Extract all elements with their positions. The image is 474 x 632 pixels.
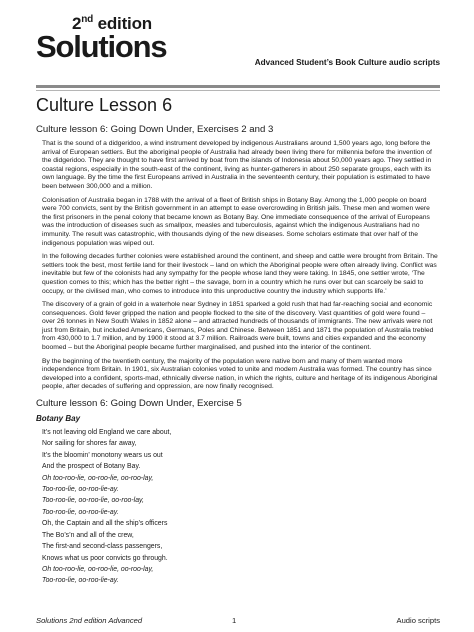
section-heading-exercises-2-3: Culture lesson 6: Going Down Under, Exercises 2 and 3 — [36, 124, 274, 135]
paragraph: The discovery of a grain of gold in a waterhole near Sydney in 1851 sparked a gold rush that had far-reaching social and economic consequences. Gold fever gripped the nation and people flocked to the site of the discovery. Vast quantities of gold were found – over 26 tonnes in New South Wales in 1852 alone – and attracted hundreds of thousands of immigrants. The new arrivals were not just from Britain, but included Americans, Germans, Poles and Chinese. Between 1851 and 1871 the population of Australia trebled from 430,000 to 1.7 million, and by 1900 it stood at 3.7 million. Railroads were built, towns and cities expanded and the economy boomed – but the Aboriginal people became further marginalised, and pushed into the interior of the continent. — [42, 301, 434, 352]
header-divider — [36, 85, 440, 88]
header-divider-thin — [36, 90, 440, 91]
chorus-line: Too-roo-lie, oo-roo-lie-ay. — [42, 486, 119, 494]
footer-section: Audio scripts — [396, 616, 440, 625]
lyric-line: It’s not leaving old England we care about, — [42, 429, 172, 437]
chorus-line: Oh too-roo-lie, oo-roo-lie, oo-roo-lay, — [42, 565, 154, 573]
song-title: Botany Bay — [36, 414, 81, 424]
page-header — [36, 14, 440, 78]
page-title: Culture Lesson 6 — [36, 95, 173, 115]
paragraph-list — [36, 140, 440, 392]
lyric-line: Oh, the Captain and all the ship’s officers — [42, 520, 168, 528]
song-lyrics — [36, 427, 440, 587]
header-subtitle: Advanced Student’s Book Culture audio scripts — [254, 58, 440, 67]
lyric-line: The Bo’s’n and all of the crew, — [42, 531, 134, 539]
document-body — [36, 124, 440, 587]
footer-book-title: Solutions 2nd edition Advanced — [36, 616, 143, 625]
lyric-line: Knows what us poor convicts go through. — [42, 554, 168, 562]
section-heading-exercise-5: Culture lesson 6: Going Down Under, Exercise 5 — [36, 398, 242, 410]
paragraph: By the beginning of the twentieth century, the majority of the population were native born and many of them wanted more independence from Britain. In 1901, six Australian colonies voted to unite and modern Australia was formed. The country has since developed into a confident, sports-mad, ethnically diverse nation, in which the rights, culture and heritage of its indigenous Aboriginal people, after decades of suffering and oppression, are now finally recognised. — [42, 357, 438, 391]
paragraph: That is the sound of a didgeridoo, a wind instrument developed by indigenous Australians around 1,500 years ago, long before the arrival of European settlers. But the aboriginal people of Australia had already been living there for millennia before the invention of the didgeridoo. They are thought to have first arrived by boat from the islands of Indonesia about 50,000 years ago. They settled in coastal regions, especially in the south-east of the continent, living as hunter-gatherers in about 250 separate groups, each with its own language. By the time the first Europeans arrived in Australia in the seventeenth century, their population is estimated to have been between 300,000 and a million. — [42, 140, 432, 190]
lyric-line: Nor sailing for shores far away, — [42, 440, 137, 448]
lyric-line: The first-and second-class passengers, — [42, 543, 163, 551]
paragraph: In the following decades further colonies were established around the continent, and sheep and cattle were brought from Britain. The settlers took the best, most fertile land for their livestock – land on which the Aboriginal people were often already living. Conflict was inevitable but few of the colonists had any sympathy for the people whose land they were taking. In 1845, one settler wrote, ‘The question comes to this; which has the better right – the savage, born in a country which he runs over but can scarcely be said to occupy, or the civilised man, who comes to introduce into this unproductive country the industry which supports life.’ — [42, 253, 438, 295]
chorus-line: Oh too-roo-lie, oo-roo-lie, oo-roo-lay, — [42, 474, 154, 482]
chorus-line: Too-roo-lie, oo-roo-lie, oo-roo-lay, — [42, 497, 144, 505]
chorus-line: Too-roo-lie, oo-roo-lie-ay. — [42, 577, 119, 585]
chorus-line: Too-roo-lie, oo-roo-lie-ay. — [42, 508, 119, 516]
logo-solutions: Solutions — [36, 29, 167, 64]
lyric-line: And the prospect of Botany Bay. — [42, 463, 141, 471]
lyric-line: It’s the bloomin’ monotony wears us out — [42, 451, 163, 459]
page-number: 1 — [232, 616, 237, 625]
logo-edition: 2nd edition — [72, 14, 152, 33]
paragraph: Colonisation of Australia began in 1788 with the arrival of a fleet of British ships in Botany Bay. Among the 1,000 people on board were 700 convicts, sent by the British government in an attempt to ease overcrowding in British jails. These men and women were the first prisoners in the penal colony that became known as Botany Bay. One immediate consequence of the arrival of Europeans was the introduction of diseases such as smallpox, measles and tuberculosis, against which the indigenous Australians had no immunity. The result was catastrophic, with thousands dying of the new diseases. Some scholars estimate that over half of the indigenous population was wiped out. — [42, 196, 430, 247]
